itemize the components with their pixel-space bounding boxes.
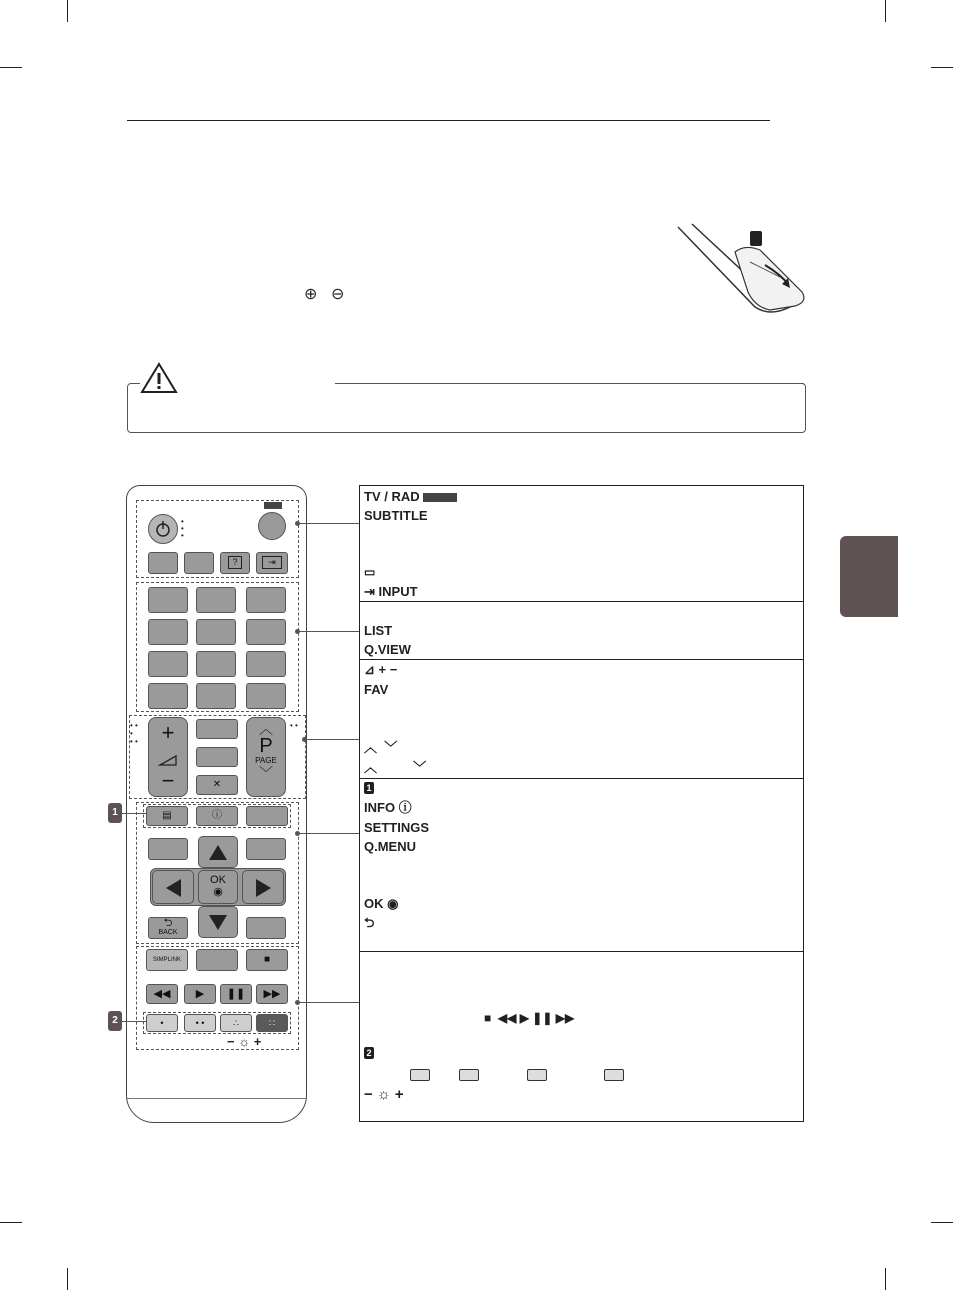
panel-section-volume (359, 659, 804, 778)
leader-line (299, 1002, 359, 1003)
qview-label: Q.VIEW (364, 642, 411, 657)
panel-section-power (359, 485, 804, 601)
badge-1: 1 (108, 803, 122, 823)
ok-icon: ◉ (213, 886, 223, 898)
number-key[interactable] (246, 619, 286, 645)
chevron-up-icon: ︿ (259, 721, 273, 737)
page-rocker[interactable] (246, 717, 286, 797)
up-button[interactable] (198, 836, 238, 868)
panel-section-media (359, 951, 804, 1122)
crop-mark (885, 1268, 886, 1290)
number-key[interactable] (148, 587, 188, 613)
nav-corner-button[interactable] (246, 838, 286, 860)
crop-mark (931, 67, 953, 68)
yellow-key-icon (527, 1069, 547, 1081)
brightness-keys-label: − ☼ + (227, 1034, 262, 1049)
number-key[interactable] (196, 619, 236, 645)
input-button[interactable] (256, 552, 288, 574)
battery-cover-illustration (670, 222, 815, 317)
blue-key-icon (604, 1069, 624, 1081)
crop-mark (67, 0, 68, 22)
down-button[interactable] (198, 906, 238, 938)
rewind-button[interactable] (146, 984, 178, 1004)
info-button[interactable] (196, 806, 238, 826)
subtitle-label: SUBTITLE (364, 508, 428, 523)
warning-icon (140, 362, 178, 394)
simplink-label: SIMPLINK (152, 957, 181, 963)
page-label: PAGE (255, 756, 277, 765)
info-icon: ⓘ (212, 810, 222, 821)
settings-button[interactable] (146, 806, 188, 826)
tv-rad-icon (423, 493, 457, 502)
back-button[interactable] (148, 917, 188, 939)
leader-line (122, 1021, 146, 1022)
volume-symbols: ⊿ + − (364, 662, 398, 677)
leader-line (122, 813, 146, 814)
misc-button[interactable] (184, 552, 214, 574)
book-icon: ? (228, 556, 242, 569)
blue-key[interactable]: ∷ (256, 1014, 288, 1032)
yellow-key[interactable]: ∴ (220, 1014, 252, 1032)
volume-dots: • • • • • (130, 721, 138, 746)
leader-line (299, 833, 359, 834)
green-key-icon (459, 1069, 479, 1081)
rewind-icon: ◀◀ (153, 988, 171, 1000)
subtitle-button[interactable] (148, 552, 178, 574)
red-key[interactable]: • (146, 1014, 178, 1032)
chapter-side-tab (840, 536, 898, 617)
list-key[interactable] (148, 683, 188, 709)
arrow-down-icon (209, 915, 227, 930)
stop-icon: ■ (263, 954, 271, 965)
ok-button[interactable] (198, 870, 238, 904)
badge-2: 2 (108, 1011, 122, 1031)
green-key[interactable]: • • (184, 1014, 216, 1032)
caution-title-rule (335, 383, 804, 384)
crop-mark (0, 1222, 22, 1223)
leader-line (306, 739, 359, 740)
number-key[interactable] (148, 651, 188, 677)
remote-bottom-curve (127, 1098, 306, 1124)
power-dots: • • • (181, 517, 184, 540)
crop-mark (67, 1268, 68, 1290)
power-button[interactable] (148, 514, 178, 544)
crop-mark (885, 0, 886, 22)
arrow-left-icon (166, 879, 181, 897)
play-icon: ▶ (195, 988, 205, 1000)
pause-button[interactable] (220, 984, 252, 1004)
pause-icon: ❚❚ (226, 988, 246, 1000)
book-icon: ▭ (364, 565, 376, 579)
red-key-icon (410, 1069, 430, 1081)
crop-mark (0, 67, 22, 68)
volume-rocker[interactable] (148, 717, 188, 797)
number-key[interactable] (196, 683, 236, 709)
badge-1-inline: 1 (364, 782, 374, 794)
crop-mark (931, 1222, 953, 1223)
number-key[interactable] (196, 587, 236, 613)
panel-section-navigation (359, 778, 804, 951)
qmenu-button[interactable] (246, 806, 288, 826)
panel-section-numbers (359, 601, 804, 659)
mute-button[interactable] (196, 775, 238, 795)
page-dots: • • (290, 721, 298, 730)
chevron-icons: ︿ ﹀ (364, 760, 427, 775)
input-icon: ⇥ (262, 556, 282, 569)
input-icon: ⇥ (364, 584, 375, 599)
guide-button[interactable] (220, 552, 250, 574)
header-rule (127, 120, 770, 121)
leader-line (299, 631, 359, 632)
qview-key[interactable] (246, 683, 286, 709)
fast-forward-button[interactable] (256, 984, 288, 1004)
stop-button[interactable] (246, 949, 288, 971)
ok-label: OK ◉ (364, 896, 399, 911)
power-icon (149, 515, 177, 543)
fav-label: FAV (364, 682, 389, 697)
arrow-up-icon (209, 845, 227, 860)
misc-button-2[interactable] (196, 747, 238, 767)
back-icon: ⮌ (163, 917, 173, 929)
number-key[interactable] (148, 619, 188, 645)
chevron-icons: ︿ ﹀ (364, 740, 398, 755)
badge-2-inline: 2 (364, 1047, 374, 1059)
settings-label: SETTINGS (364, 820, 430, 835)
qmenu-label: Q.MENU (364, 839, 416, 854)
caution-box (127, 383, 806, 433)
nav-corner-button[interactable] (246, 917, 286, 939)
list-icon: ▤ (162, 810, 172, 821)
ok-label: OK (210, 874, 226, 886)
number-key[interactable] (196, 651, 236, 677)
list-label: LIST (364, 623, 393, 638)
simplink-button[interactable] (146, 949, 188, 971)
info-label: INFO ⓘ (364, 800, 412, 815)
arrow-right-icon (256, 879, 271, 897)
tv-rad-label: TV / RAD (364, 489, 457, 504)
input-label: ⇥ INPUT (364, 584, 418, 599)
fav-button[interactable] (196, 719, 238, 739)
brightness-label: − ☼ + (364, 1086, 404, 1103)
media-misc-button[interactable] (196, 949, 238, 971)
fast-forward-icon: ▶▶ (263, 988, 281, 1000)
tv-rad-button[interactable] (258, 512, 286, 540)
right-button[interactable] (242, 870, 284, 904)
leader-line (299, 523, 359, 524)
media-icons: ■ ◀◀ ▶ ❚❚ ▶▶ (484, 1011, 575, 1025)
chevron-down-icon: ﹀ (259, 765, 273, 781)
number-key[interactable] (246, 587, 286, 613)
volume-minus-icon: − (161, 768, 175, 793)
play-button[interactable] (184, 984, 216, 1004)
tv-rad-icon (264, 502, 282, 509)
left-button[interactable] (152, 870, 194, 904)
volume-icon (158, 754, 178, 766)
nav-corner-button[interactable] (148, 838, 188, 860)
p-label: P (259, 735, 273, 757)
back-label: BACK (158, 929, 178, 936)
number-key[interactable] (246, 651, 286, 677)
minus-circle-icon: ⊖ (331, 286, 345, 303)
volume-plus-icon: + (161, 720, 175, 745)
mute-icon: ✕ (212, 779, 222, 790)
plus-circle-icon: ⊕ (304, 286, 318, 303)
back-icon: ⮌ (364, 915, 375, 930)
color-key-icons (410, 1066, 624, 1081)
